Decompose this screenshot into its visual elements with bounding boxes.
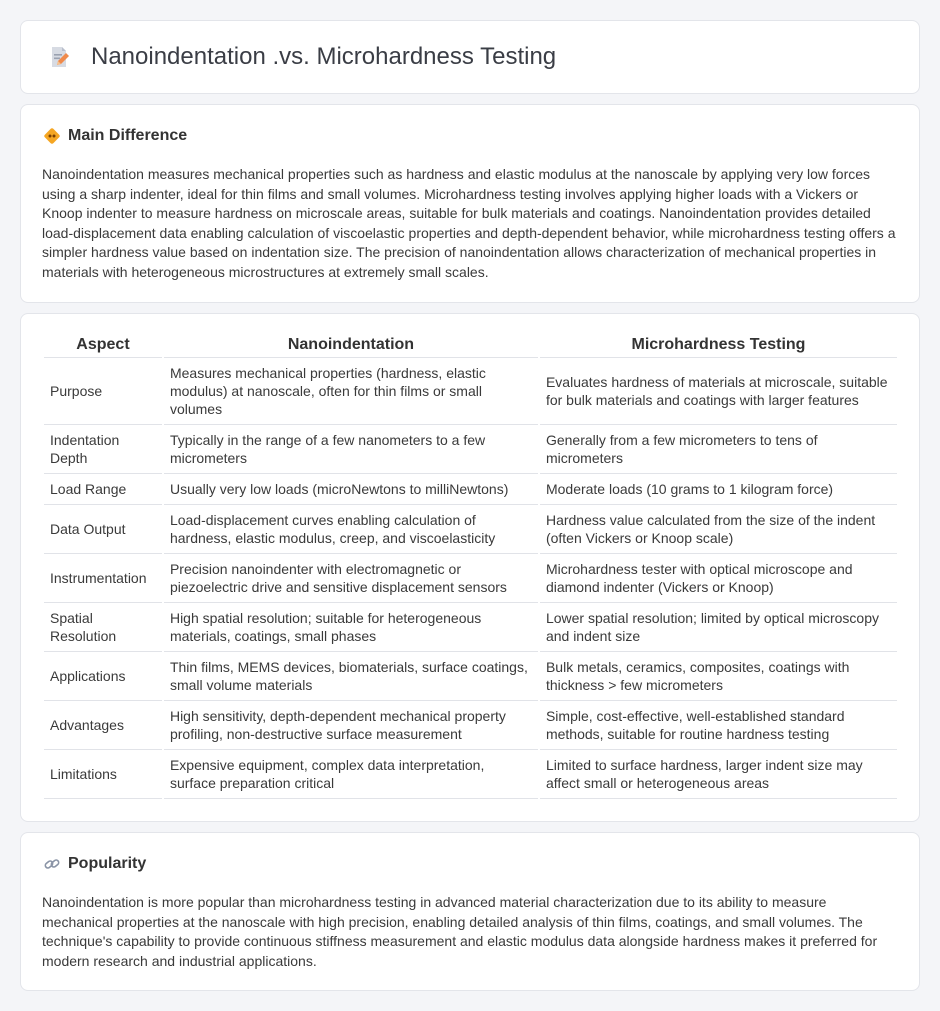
table-row: [44, 701, 897, 750]
aspect-cell: Data Output: [44, 505, 162, 554]
link-icon: [43, 855, 61, 873]
main-difference-card: [20, 104, 920, 303]
table-header-row: [44, 334, 897, 358]
nanoindentation-cell: High spatial resolution; suitable for heterogeneous materials, coatings, small phases: [164, 603, 538, 652]
popularity-heading: Popularity: [68, 855, 147, 872]
microhardness-cell: Simple, cost-effective, well-established standard methods, suitable for routine hardness testing: [540, 701, 897, 750]
nanoindentation-cell: Load-displacement curves enabling calculation of hardness, elastic modulus, creep, and viscoelasticity: [164, 505, 538, 554]
nanoindentation-cell: Measures mechanical properties (hardness, elastic modulus) at nanoscale, often for thin films or small volumes: [164, 358, 538, 425]
aspect-cell: Purpose: [44, 358, 162, 425]
nanoindentation-cell: High sensitivity, depth-dependent mechanical property profiling, non-destructive surface measurement: [164, 701, 538, 750]
nanoindentation-cell: Thin films, MEMS devices, biomaterials, surface coatings, small volume materials: [164, 652, 538, 701]
diamond-sign-icon: [43, 127, 61, 145]
microhardness-cell: Hardness value calculated from the size of the indent (often Vickers or Knoop scale): [540, 505, 897, 554]
table-row: [44, 554, 897, 603]
table-row: [44, 425, 897, 474]
table-row: [44, 474, 897, 505]
title-card: [20, 20, 920, 94]
popularity-card: [20, 832, 920, 991]
aspect-cell: Indentation Depth: [44, 425, 162, 474]
nanoindentation-cell: Expensive equipment, complex data interpretation, surface preparation critical: [164, 750, 538, 799]
aspect-cell: Limitations: [44, 750, 162, 799]
aspect-cell: Advantages: [44, 701, 162, 750]
main-difference-text: Nanoindentation measures mechanical properties such as hardness and elastic modulus at the nanoscale by applying very low forces using a sharp indenter, ideal for thin films and small volumes. Microhardness testing involves applying higher loads with a Vickers or Knoop indenter to measure hardness on microscale areas, suitable for bulk materials and coatings. Nanoindentation provides detailed load-displacement data enabling calculation of viscoelastic properties and depth-dependent behavior, while microhardness testing offers a simpler hardness value based on indentation size. The precision of nanoindentation allows characterization of mechanical properties in materials with heterogeneous microstructures at extremely small scales.: [42, 166, 896, 280]
table-row: [44, 652, 897, 701]
main-difference-heading: Main Difference: [68, 127, 188, 144]
microhardness-cell: Generally from a few micrometers to tens of micrometers: [540, 425, 897, 474]
table-row: [44, 358, 897, 425]
nanoindentation-cell: Precision nanoindenter with electromagnetic or piezoelectric drive and sensitive displacement sensors: [164, 554, 538, 603]
header-aspect: Aspect: [44, 334, 162, 358]
aspect-cell: Load Range: [44, 474, 162, 505]
microhardness-cell: Bulk metals, ceramics, composites, coatings with thickness > few micrometers: [540, 652, 897, 701]
table-row: [44, 750, 897, 799]
header-nanoindentation: Nanoindentation: [164, 334, 538, 358]
nanoindentation-cell: Usually very low loads (microNewtons to milliNewtons): [164, 474, 538, 505]
microhardness-cell: Microhardness tester with optical microscope and diamond indenter (Vickers or Knoop): [540, 554, 897, 603]
microhardness-cell: Evaluates hardness of materials at microscale, suitable for bulk materials and coatings with larger features: [540, 358, 897, 425]
table-row: [44, 603, 897, 652]
page-title: Nanoindentation .vs. Microhardness Testing: [91, 43, 557, 70]
comparison-table-card: [20, 313, 920, 822]
microhardness-cell: Moderate loads (10 grams to 1 kilogram force): [540, 474, 897, 505]
aspect-cell: Spatial Resolution: [44, 603, 162, 652]
comparison-table: [42, 334, 899, 799]
aspect-cell: Instrumentation: [44, 554, 162, 603]
header-microhardness: Microhardness Testing: [540, 334, 897, 358]
document-edit-icon: [47, 45, 71, 69]
nanoindentation-cell: Typically in the range of a few nanometers to a few micrometers: [164, 425, 538, 474]
microhardness-cell: Lower spatial resolution; limited by optical microscopy and indent size: [540, 603, 897, 652]
popularity-text: Nanoindentation is more popular than microhardness testing in advanced material characterization due to its ability to measure mechanical properties at the nanoscale with high precision, enabling detailed analysis of thin films, coatings, and small volumes. The technique's capability to provide continuous stiffness measurement and elastic modulus data alongside hardness makes it preferred for modern research and industrial applications.: [42, 894, 878, 969]
aspect-cell: Applications: [44, 652, 162, 701]
table-row: [44, 505, 897, 554]
microhardness-cell: Limited to surface hardness, larger indent size may affect small or heterogeneous areas: [540, 750, 897, 799]
